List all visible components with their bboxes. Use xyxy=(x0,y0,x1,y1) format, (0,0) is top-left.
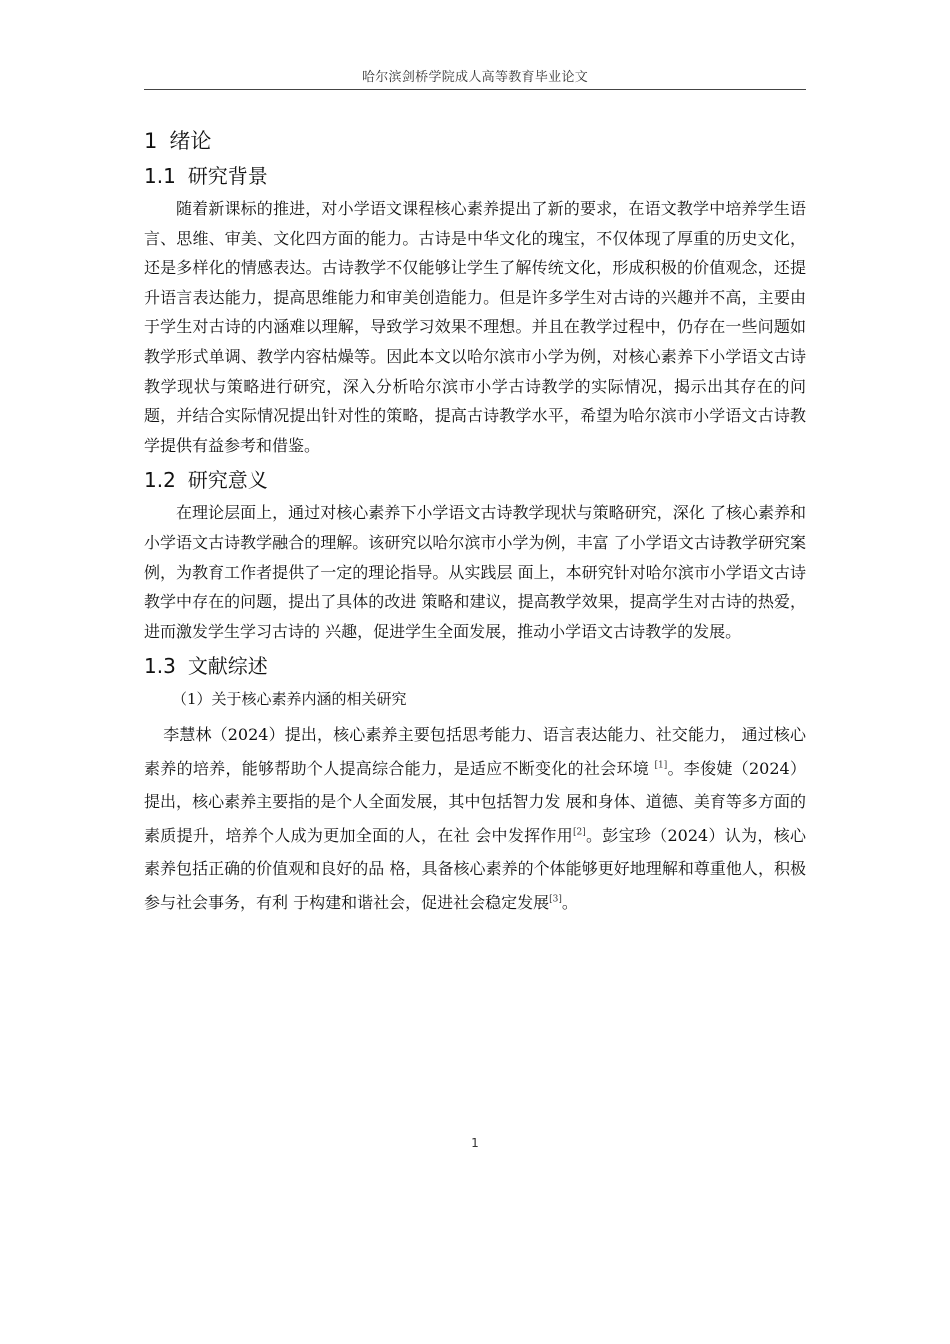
literature-text-part: 。 xyxy=(561,892,578,912)
document-body xyxy=(144,120,806,919)
page-number: 1 xyxy=(471,1136,479,1150)
header-rule xyxy=(144,89,806,90)
section-heading-1-1 xyxy=(144,162,806,190)
section-paragraph-significance: 在理论层面上，通过对核心素养下小学语文古诗教学现状与策略研究，深化 了核心素养和小学语文古诗教学融合的理解。该研究以哈尔滨市小学为例，丰富 了小学语文古诗教学研究案例，为教育工作者提供了一定的理论指导。从实践层 面上，本研究针对哈尔滨市小学语文古诗教学中存在的问题，提出了具体的改进 策略和建议，提高教学效果，提高学生对古诗的热爱，进而激发学生学习古诗的 兴趣，促进学生全面发展，推动小学语文古诗教学的发展。 xyxy=(144,503,806,641)
citation-marker: [3] xyxy=(549,894,562,905)
literature-text-part: 。彭宝珍（2024）认为，核心素养包括正确的价值观和良好的品 格，具备核心素养的个体能够更好地理解和尊重他人，积极参与社会事务，有利 于构建和谐社会，促进社会稳定发展 xyxy=(144,825,806,912)
chapter-title: 绪论 xyxy=(169,129,212,153)
section-title: 研究意义 xyxy=(187,468,268,493)
section-number: 1.1 xyxy=(144,164,176,188)
chapter-number: 1 xyxy=(144,129,158,153)
subsection-item: （1）关于核心素养内涵的相关研究 xyxy=(172,690,407,709)
section-paragraph-background: 随着新课标的推进，对小学语文课程核心素养提出了新的要求，在语文教学中培养学生语言、思维、审美、文化四方面的能力。古诗是中华文化的瑰宝，不仅体现了厚重的历史文化，还是多样化的情感表达。古诗教学不仅能够让学生了解传统文化，形成积极的价值观念，还提升语言表达能力，提高思维能力和审美创造能力。但是许多学生对古诗的兴趣并不高，主要由于学生对古诗的内涵难以理解，导致学习效果不理想。并且在教学过程中，仍存在一些问题如教学形式单调、教学内容枯燥等。因此本文以哈尔滨市小学为例，对核心素养下小学语文古诗教学现状与策略进行研究，深入分析哈尔滨市小学古诗教学的实际情况，揭示出其存在的问题，并结合实际情况提出针对性的策略，提高古诗教学水平，希望为哈尔滨市小学语文古诗教学提供有益参考和借鉴。 xyxy=(144,199,806,455)
literature-text-part: 李慧林（2024）提出，核心素养主要包括思考能力、语言表达能力、社交能力， 通过核心素养的培养，能够帮助个人提高综合能力，是适应不断变化的社会环境 xyxy=(144,725,806,778)
section-number: 1.3 xyxy=(144,654,176,679)
section-heading-1-2 xyxy=(144,466,806,494)
literature-text-part: 。李俊婕（2024）提出，核心素养主要指的是个人全面发展，其中包括智力发 展和身体、道德、美育等多方面的素质提升，培养个人成为更加全面的人，在社 会中发挥作用 xyxy=(144,758,806,845)
literature-review-paragraph xyxy=(144,718,806,919)
citation-marker: [2] xyxy=(573,827,586,838)
section-title: 研究背景 xyxy=(187,164,268,188)
section-heading-1-3 xyxy=(144,652,806,680)
section-number: 1.2 xyxy=(144,468,176,493)
section-title: 文献综述 xyxy=(187,654,268,679)
page-header: 哈尔滨剑桥学院成人高等教育毕业论文 xyxy=(361,70,589,85)
chapter-heading xyxy=(144,126,806,156)
citation-marker: [1] xyxy=(654,760,668,771)
